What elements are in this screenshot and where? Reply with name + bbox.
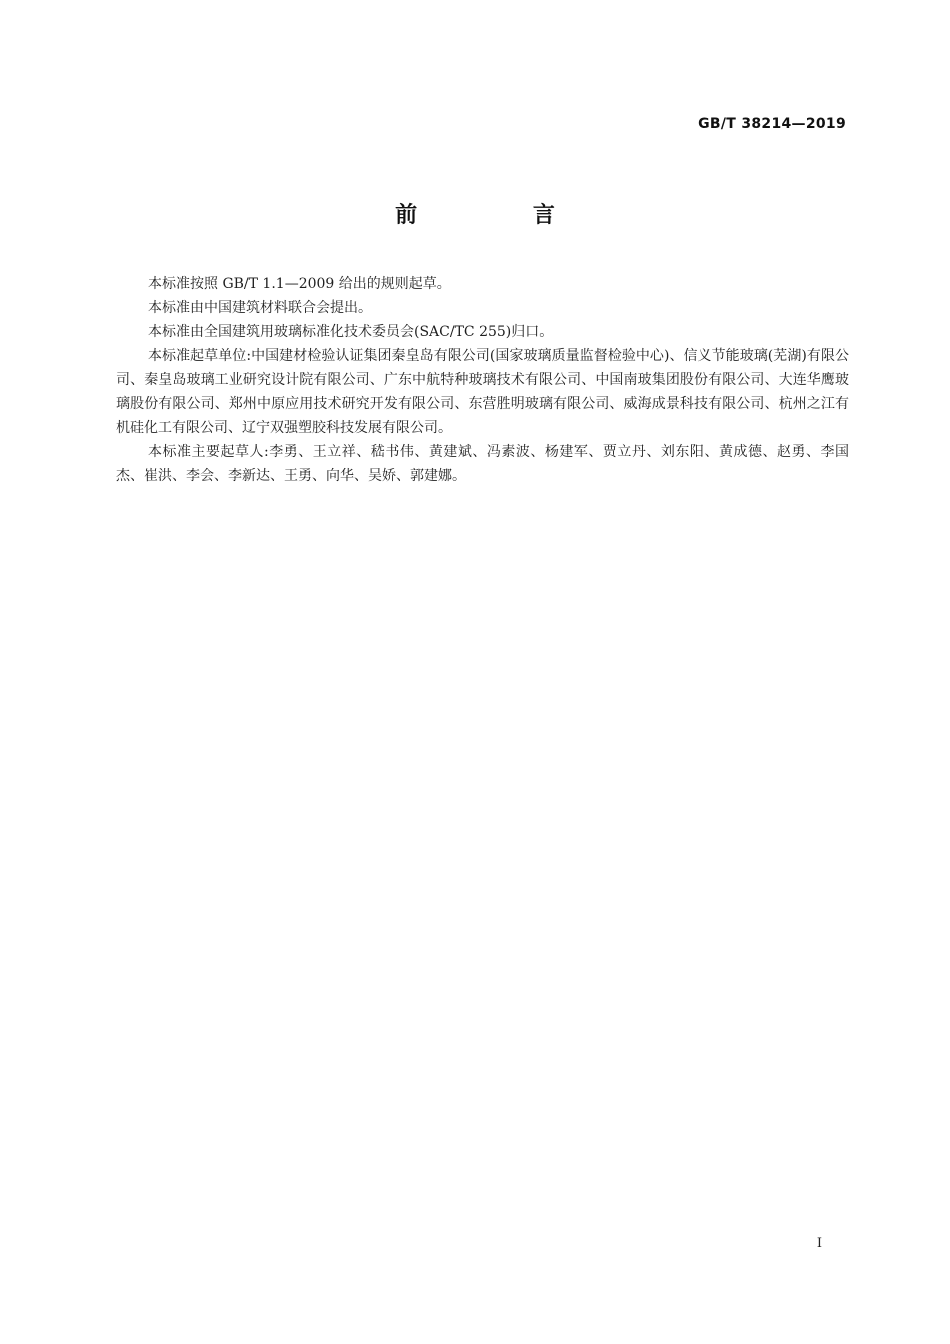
paragraph-technical-committee: 本标准由全国建筑用玻璃标准化技术委员会(SAC/TC 255)归口。	[148, 324, 554, 340]
page-title: 前 言	[395, 203, 609, 228]
paragraph-drafting-units: 本标准起草单位:中国建材检验认证集团秦皇岛有限公司(国家玻璃质量监督检验中心)、信义节能玻璃(芜湖)有限公司、秦皇岛玻璃工业研究设计院有限公司、广东中航特种玻璃技术有限公司、中国南玻集团股份有限公司、大连华鹰玻璃股份有限公司、郑州中原应用技术研究开发有限公司、东营胜明玻璃有限公司、威海成景科技有限公司、杭州之江有机硅化工有限公司、辽宁双强塑胶科技发展有限公司。	[116, 348, 849, 436]
foreword-body	[116, 272, 849, 488]
page-number: I	[816, 1236, 822, 1251]
paragraph-proposer: 本标准由中国建筑材料联合会提出。	[148, 300, 372, 316]
paragraph-drafting-rules: 本标准按照 GB/T 1.1—2009 给出的规则起草。	[148, 276, 451, 292]
paragraph-drafters: 本标准主要起草人:李勇、王立祥、嵇书伟、黄建斌、冯素波、杨建军、贾立丹、刘东阳、黄成德、赵勇、李国杰、崔洪、李会、李新达、王勇、向华、吴娇、郭建娜。	[116, 444, 849, 484]
standard-number: GB/T 38214—2019	[698, 116, 846, 132]
